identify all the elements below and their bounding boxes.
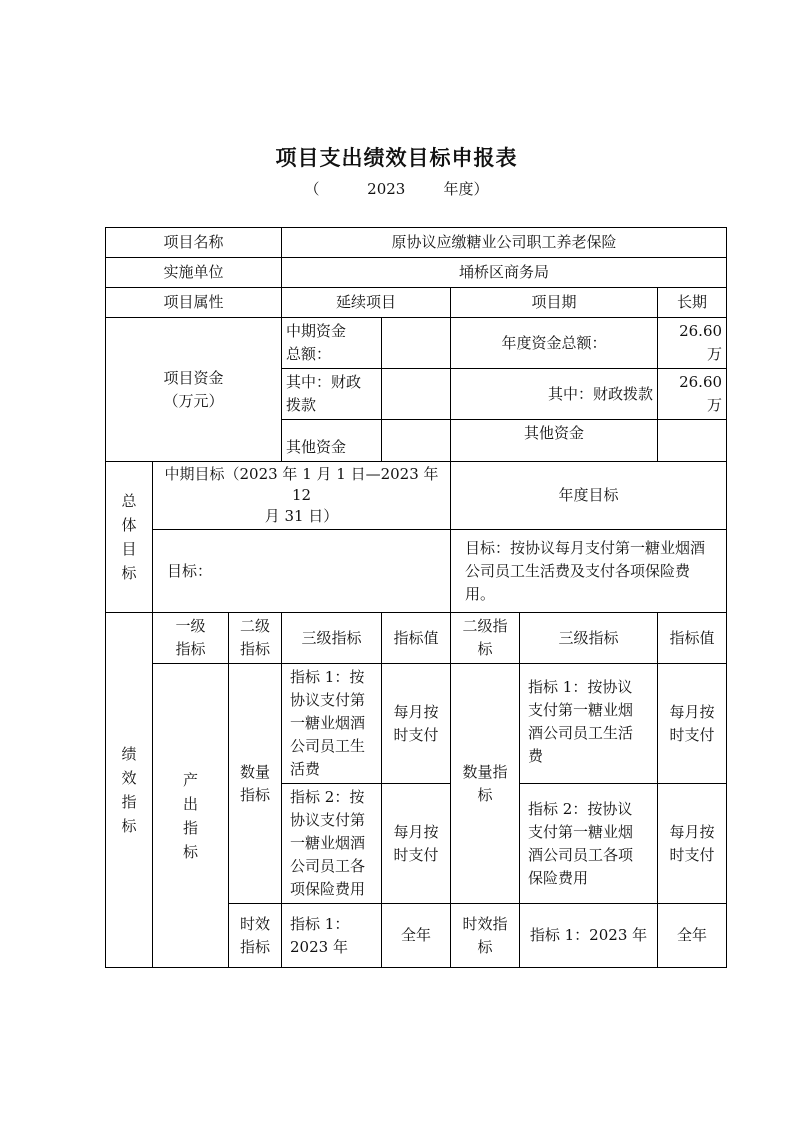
year-suffix: 年度） [443,180,489,198]
quantity-indicator-label-b: 数量指 标 [451,664,520,904]
period-value: 长期 [658,288,727,318]
header-value: 指标值 [382,613,451,664]
header-level2-b: 二级指 标 [451,613,520,664]
q1-annual-value: 每月按 时支付 [658,664,727,784]
q2-mid-value: 每月按 时支付 [382,784,451,904]
attr-label: 项目属性 [106,288,282,318]
overall-goal-label: 总 体 目 标 [106,462,153,613]
mid-other-value [382,420,451,462]
funds-label: 项目资金 （万元） [106,318,282,462]
annual-fiscal-value: 26.60 万 [658,369,727,420]
period-label: 项目期 [451,288,658,318]
project-name-value: 原协议应缴糖业公司职工养老保险 [282,228,727,258]
header-level1: 一级 指标 [153,613,229,664]
mid-total-value [382,318,451,369]
page-title: 项目支出绩效目标申报表 [275,145,518,170]
t1-annual-value: 全年 [658,904,727,968]
annual-goal-header: 年度目标 [451,462,727,530]
performance-form-table [105,227,727,968]
header-level3: 三级指标 [282,613,382,664]
q2-mid-text: 指标 2：按 协议支付第 一糖业烟酒 公司员工各 项保险费用 [282,784,382,904]
q2-annual-text: 指标 2：按协议 支付第一糖业烟 酒公司员工各项 保险费用 [520,784,658,904]
year-value: 2023 [367,180,406,198]
q1-annual-text: 指标 1：按协议 支付第一糖业烟 酒公司员工生活 费 [520,664,658,784]
t1-mid-value: 全年 [382,904,451,968]
year-line [0,178,793,199]
time-indicator-label: 时效 指标 [229,904,282,968]
mid-goal-text: 目标： [153,530,451,613]
time-indicator-label-b: 时效指 标 [451,904,520,968]
mid-fiscal-value [382,369,451,420]
t1-mid-text: 指标 1： 2023 年 [282,904,382,968]
perf-label: 绩 效 指 标 [106,613,153,968]
annual-fiscal-label: 其中：财政拨款 [451,369,658,420]
header-level2: 二级 指标 [229,613,282,664]
unit-value: 埇桥区商务局 [282,258,727,288]
annual-goal-text: 目标：按协议每月支付第一糖业烟酒 公司员工生活费及支付各项保险费 用。 [451,530,727,613]
output-indicator-label: 产 出 指 标 [153,664,229,968]
quantity-indicator-label: 数量 指标 [229,664,282,904]
header-level3-b: 三级指标 [520,613,658,664]
mid-fiscal-label: 其中：财政 拨款 [282,369,382,420]
q1-mid-text: 指标 1：按 协议支付第 一糖业烟酒 公司员工生 活费 [282,664,382,784]
project-name-label: 项目名称 [106,228,282,258]
annual-other-value [658,420,727,462]
mid-total-label: 中期资金 总额： [282,318,382,369]
q1-mid-value: 每月按 时支付 [382,664,451,784]
annual-total-value: 26.60 万 [658,318,727,369]
mid-goal-header: 中期目标（2023 年 1 月 1 日—2023 年 12 月 31 日） [153,462,451,530]
annual-other-label: 其他资金 [451,420,658,462]
unit-label: 实施单位 [106,258,282,288]
attr-value: 延续项目 [282,288,451,318]
year-open: （ [304,180,320,198]
q2-annual-value: 每月按 时支付 [658,784,727,904]
t1-annual-text: 指标 1：2023 年 [520,904,658,968]
mid-other-label: 其他资金 [282,420,382,462]
header-value-b: 指标值 [658,613,727,664]
annual-total-label: 年度资金总额： [451,318,658,369]
